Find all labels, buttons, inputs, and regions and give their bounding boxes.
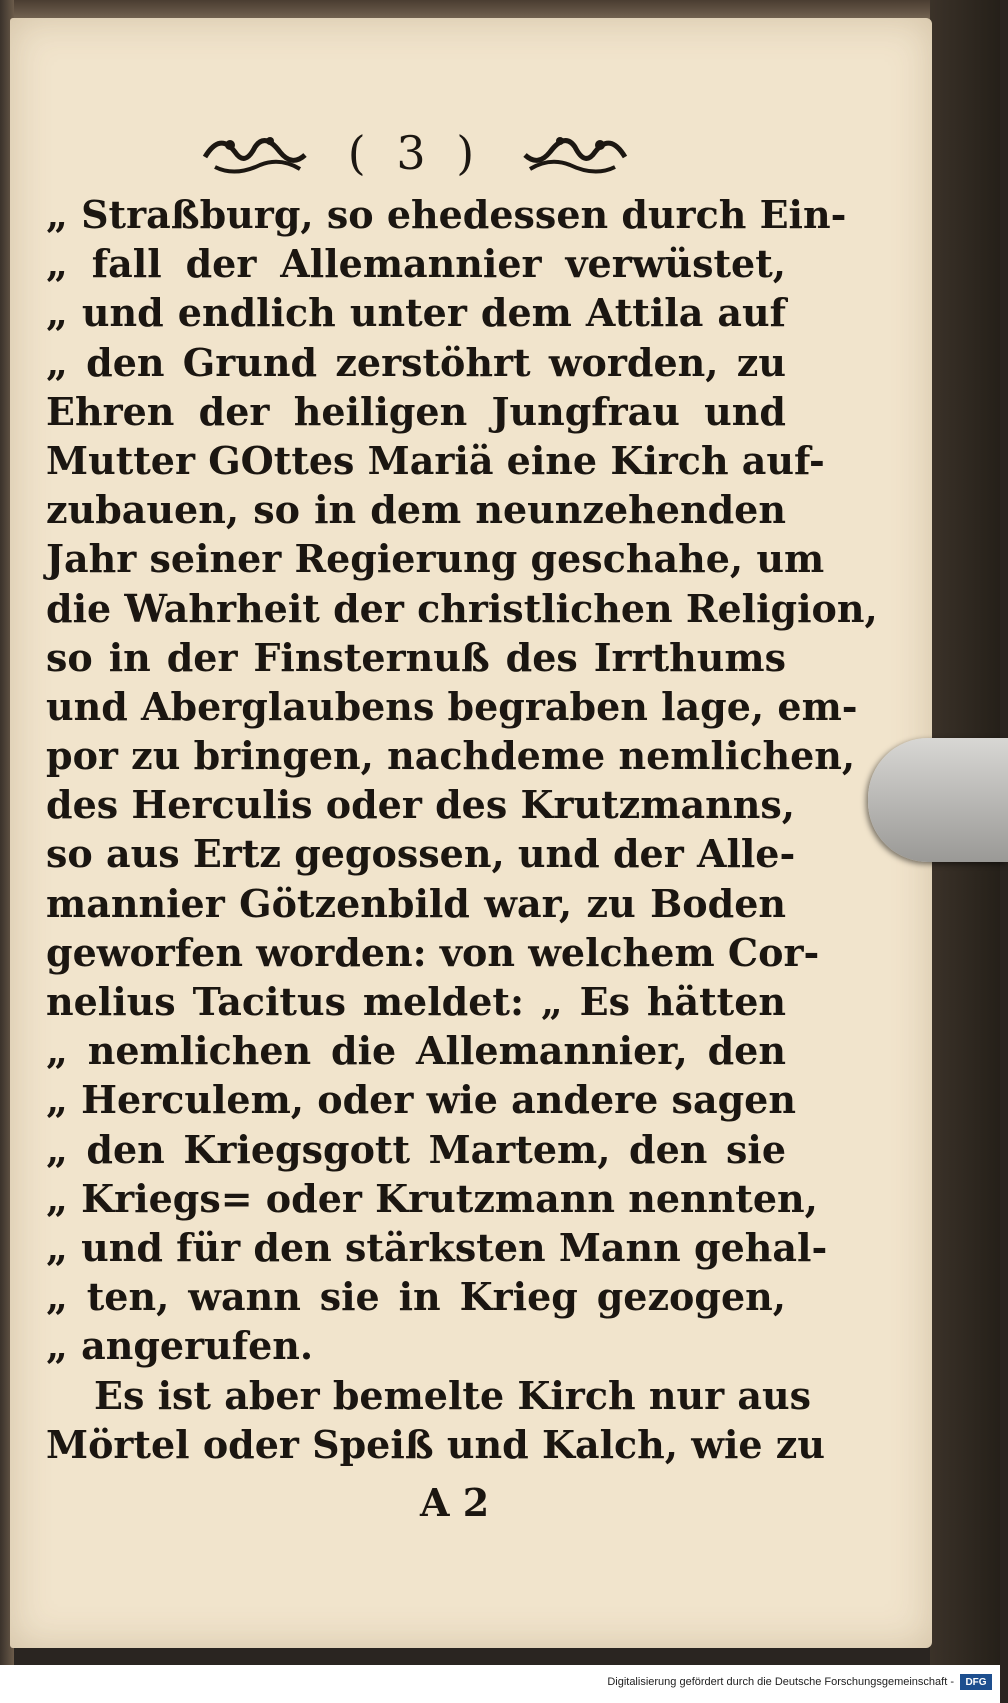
text-line: „ angerufen.: [46, 1323, 314, 1369]
text-line: die Wahrheit der christlichen Religion,: [46, 585, 878, 631]
footer-bar: [0, 1665, 1000, 1703]
text-line: Jahr seiner Regierung geschahe, um: [46, 536, 825, 582]
text-line: Mutter GOttes Mariä eine Kirch auf-: [46, 437, 825, 483]
text-line: so in der Finsternuß des Irrthums: [46, 634, 786, 680]
text-line: geworfen worden: von welchem Cor-: [46, 929, 820, 975]
text-line: „ nemlichen die Allemannier, den: [46, 1028, 786, 1074]
dfg-logo: DFG: [960, 1674, 992, 1690]
footer-credit: Digitalisierung gefördert durch die Deutsche Forschungsgemeinschaft -: [607, 1676, 954, 1688]
page-number: ( 3 ): [347, 126, 483, 180]
text-line: mannier Götzenbild war, zu Boden: [46, 880, 786, 926]
text-line: Ehren der heiligen Jungfrau und: [46, 388, 786, 434]
right-ornament-icon: [520, 127, 630, 179]
body-text: [46, 190, 878, 1469]
text-line: „ ten, wann sie in Krieg gezogen,: [46, 1274, 786, 1320]
text-line: „ und für den stärksten Mann gehal-: [46, 1224, 828, 1270]
text-line: „ und endlich unter dem Attila auf: [46, 290, 786, 336]
text-line: „ fall der Allemannier verwüstet,: [46, 241, 786, 287]
text-line: nelius Tacitus meldet: „ Es hätten: [46, 979, 786, 1024]
text-line: „ den Kriegsgott Martem, den sie: [46, 1126, 786, 1172]
text-line: Mörtel oder Speiß und Kalch, wie zu: [46, 1421, 826, 1467]
text-line: Es ist aber bemelte Kirch nur aus: [94, 1372, 811, 1418]
text-line: „ Kriegs= oder Krutzmann nennten,: [46, 1175, 818, 1221]
text-line: „ Herculem, oder wie andere sagen: [46, 1077, 796, 1123]
text-line: und Aberglaubens begraben lage, em-: [46, 683, 858, 729]
text-line: por zu bringen, nachdeme nemlichen,: [46, 733, 856, 779]
text-line: zubauen, so in dem neunzehenden: [46, 487, 786, 533]
text-line: des Herculis oder des Krutzmanns,: [46, 782, 795, 828]
text-line: so aus Ertz gegossen, und der Alle-: [46, 831, 796, 877]
page-header: [200, 118, 630, 188]
text-line: „ den Grund zerstöhrt worden, zu: [46, 339, 786, 385]
page-holder-clip: [868, 738, 1008, 862]
signature-mark: A 2: [420, 1480, 490, 1525]
text-line: „ Straßburg, so ehedessen durch Ein-: [46, 192, 847, 237]
left-ornament-icon: [200, 127, 310, 179]
